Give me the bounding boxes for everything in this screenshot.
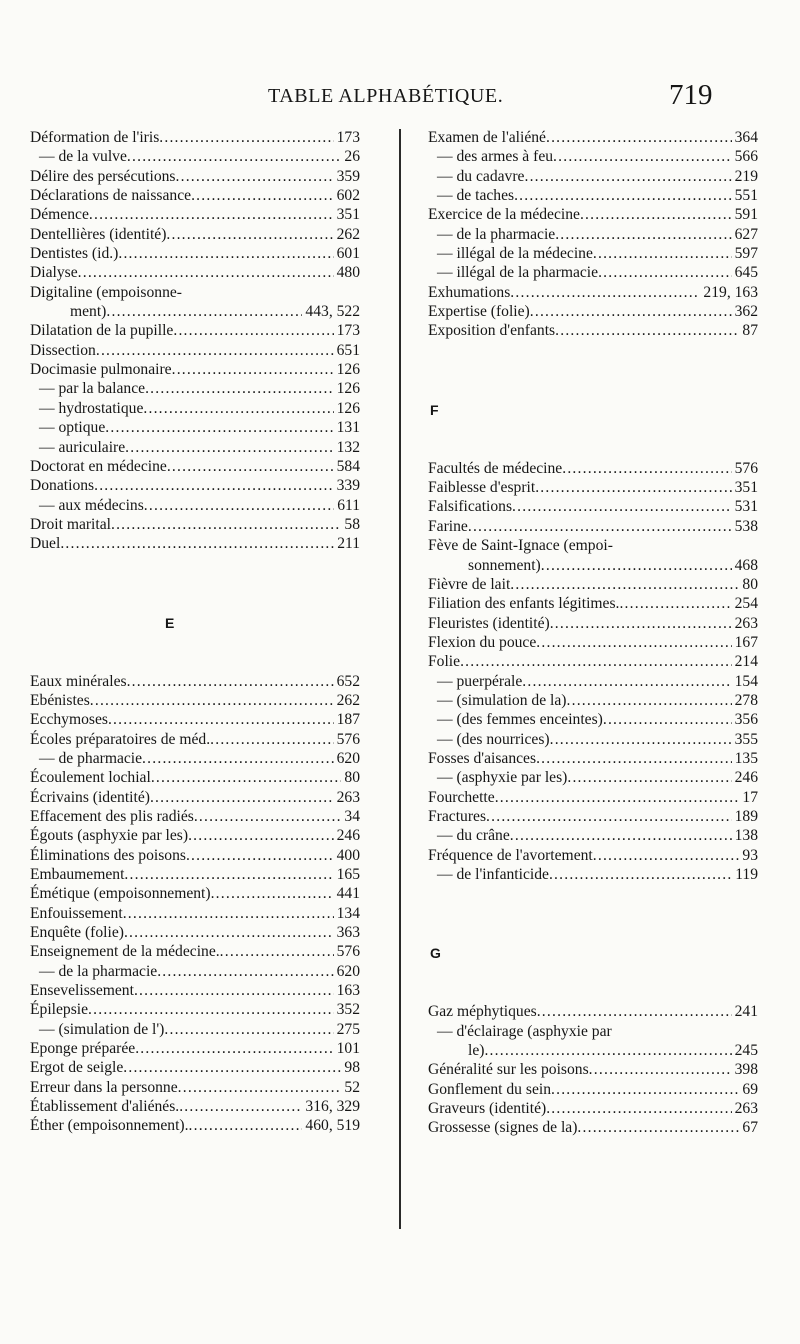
index-entry	[30, 749, 360, 768]
index-entry	[428, 672, 758, 691]
entry-term: Doctorat en médecine .....	[30, 457, 360, 476]
index-entry	[428, 614, 758, 633]
entry-page-ref: 26	[341, 147, 360, 166]
entry-page-ref: 126	[334, 360, 360, 379]
index-entry	[30, 283, 360, 302]
index-entry	[30, 302, 360, 321]
entry-term: — du crâne .....	[428, 826, 758, 845]
entry-page-ref: 163	[334, 981, 360, 1000]
entry-page-ref: 620	[334, 749, 360, 768]
entry-page-ref: 468	[732, 556, 758, 575]
index-entry	[30, 225, 360, 244]
entry-term: Déclarations de naissance .....	[30, 186, 360, 205]
entry-page-ref: 584	[334, 457, 360, 476]
index-entry	[428, 1080, 758, 1099]
entry-page-ref: 262	[334, 691, 360, 710]
entry-term: Fosses d'aisances .....	[428, 749, 758, 768]
entry-page-ref: 611	[334, 496, 360, 515]
entry-term: Éliminations des poisons .....	[30, 846, 360, 865]
entry-term: Eponge préparée .....	[30, 1039, 360, 1058]
index-entry	[30, 515, 360, 534]
entry-page-ref: 645	[732, 263, 758, 282]
entry-page-ref: 591	[732, 205, 758, 224]
index-entry	[30, 244, 360, 263]
entry-term: Démence .....	[30, 205, 360, 224]
entry-page-ref: 566	[732, 147, 758, 166]
index-entry	[428, 283, 758, 302]
entry-page-ref: 119	[732, 865, 758, 884]
index-entry	[30, 128, 360, 147]
index-entry	[428, 1060, 758, 1079]
index-entry	[428, 788, 758, 807]
entry-term: Donations .....	[30, 476, 360, 495]
index-entry	[428, 730, 758, 749]
entry-page-ref: 356	[732, 710, 758, 729]
entry-page-ref: 355	[732, 730, 758, 749]
index-entry	[30, 962, 360, 981]
index-entry	[428, 846, 758, 865]
entry-page-ref: 211	[334, 534, 360, 553]
index-entry	[428, 633, 758, 652]
index-entry	[30, 1078, 360, 1097]
entry-term: — de l'infanticide .....	[428, 865, 758, 884]
entry-page-ref: 98	[341, 1058, 360, 1077]
entry-term: — du cadavre .....	[428, 167, 758, 186]
index-entry	[428, 1118, 758, 1137]
index-entry	[428, 575, 758, 594]
entry-term: — puerpérale .....	[428, 672, 758, 691]
index-entry	[30, 147, 360, 166]
index-entry	[428, 205, 758, 224]
entry-page-ref: 101	[334, 1039, 360, 1058]
index-entry	[428, 263, 758, 282]
entry-page-ref: 93	[739, 846, 758, 865]
entry-page-ref: 69	[739, 1080, 758, 1099]
entry-page-ref: 173	[334, 128, 360, 147]
entry-page-ref: 58	[341, 515, 360, 534]
entry-term: Émétique (empoisonnement) .....	[30, 884, 360, 903]
entry-term: Expertise (folie) .....	[428, 302, 758, 321]
entry-page-ref: 275	[334, 1020, 360, 1039]
entry-page-ref: 80	[341, 768, 360, 787]
index-entry	[428, 536, 758, 555]
entry-term: Délire des persécutions .....	[30, 167, 360, 186]
entry-term: Éther (empoisonnement). .....	[30, 1116, 360, 1135]
section-letter: G	[430, 945, 441, 962]
index-entry	[428, 225, 758, 244]
index-entry	[428, 691, 758, 710]
index-entry	[30, 205, 360, 224]
entry-term: Ergot de seigle .....	[30, 1058, 360, 1077]
index-entry	[30, 807, 360, 826]
index-entry	[428, 768, 758, 787]
entry-term: Grossesse (signes de la) .....	[428, 1118, 758, 1137]
entry-page-ref: 241	[732, 1002, 758, 1021]
entry-page-ref: 363	[334, 923, 360, 942]
entry-term: sonnement) .....	[428, 556, 758, 575]
entry-term: Effacement des plis radiés .....	[30, 807, 360, 826]
entry-term: Folie .....	[428, 652, 751, 671]
index-entry	[30, 496, 360, 515]
entry-term: Embaumement .....	[30, 865, 360, 884]
entry-page-ref: 398	[732, 1060, 758, 1079]
entry-page-ref: 339	[334, 476, 360, 495]
entry-term: — hydrostatique .....	[30, 399, 360, 418]
section-letter: E	[165, 614, 175, 631]
entry-term: Gonflement du sein .....	[428, 1080, 758, 1099]
index-column-right	[428, 128, 758, 1138]
index-entry	[30, 379, 360, 398]
index-entry	[428, 865, 758, 884]
entry-page-ref: 187	[334, 710, 360, 729]
entry-page-ref: 362	[732, 302, 758, 321]
index-entry	[30, 884, 360, 903]
index-entry	[30, 418, 360, 437]
index-entry	[30, 1116, 360, 1135]
index-entry	[30, 691, 360, 710]
entry-page-ref: 316, 329	[302, 1097, 360, 1116]
index-entry	[30, 1039, 360, 1058]
entry-page-ref: 263	[732, 614, 758, 633]
entry-term: Exposition d'enfants .....	[428, 321, 758, 340]
entry-term: Falsifications .....	[428, 497, 758, 516]
entry-page-ref: 138	[732, 826, 758, 845]
entry-page-ref: 87	[739, 321, 758, 340]
entry-page-ref: 167	[732, 633, 758, 652]
entry-term: Fourchette .....	[428, 788, 758, 807]
index-entry	[428, 826, 758, 845]
entry-page-ref: 359	[334, 167, 360, 186]
entry-term: Fève de Saint-Ignace (empoi-	[428, 537, 613, 555]
index-entry	[428, 594, 758, 613]
entry-term: Fleuristes (identité) .....	[428, 614, 758, 633]
index-entry	[428, 186, 758, 205]
index-entry	[30, 710, 360, 729]
entry-term: — de la pharmacie .....	[30, 962, 360, 981]
entry-page-ref: 52	[341, 1078, 360, 1097]
index-entry	[30, 1020, 360, 1039]
index-column-left	[30, 128, 360, 1136]
entry-page-ref: 263	[732, 1099, 758, 1118]
entry-term: Dialyse .....	[30, 263, 360, 282]
entry-page-ref: 246	[334, 826, 360, 845]
entry-term: — illégal de la médecine .....	[428, 244, 758, 263]
entry-term: Ensevelissement .....	[30, 981, 360, 1000]
entry-page-ref: 135	[732, 749, 758, 768]
entry-page-ref: 601	[334, 244, 360, 263]
index-entry	[30, 399, 360, 418]
entry-term: Ebénistes .....	[30, 691, 360, 710]
index-entry	[30, 534, 360, 553]
index-entry	[428, 167, 758, 186]
entry-term: Dentistes (id.) .....	[30, 244, 360, 263]
index-entry	[30, 476, 360, 495]
entry-page-ref: 219, 163	[700, 283, 758, 302]
entry-term: — optique .....	[30, 418, 360, 437]
entry-page-ref: 538	[732, 517, 758, 536]
index-entry	[428, 244, 758, 263]
index-entry	[30, 768, 360, 787]
index-entry	[428, 478, 758, 497]
entry-page-ref: 34	[341, 807, 360, 826]
entry-term: Épilepsie .....	[30, 1000, 360, 1019]
entry-term: Exhumations .....	[428, 283, 758, 302]
entry-term: — auriculaire .....	[30, 438, 360, 457]
index-entry	[30, 904, 360, 923]
entry-term: — de pharmacie .....	[30, 749, 360, 768]
entry-term: — illégal de la pharmacie .....	[428, 263, 758, 282]
entry-term: Ecchymoses .....	[30, 710, 360, 729]
index-entry	[428, 1041, 758, 1060]
index-entry	[30, 167, 360, 186]
entry-page-ref: 620	[334, 962, 360, 981]
index-entry	[428, 1002, 758, 1021]
entry-page-ref: 597	[732, 244, 758, 263]
entry-page-ref: 263	[334, 788, 360, 807]
entry-page-ref: 278	[732, 691, 758, 710]
section-letter: F	[430, 401, 439, 418]
entry-term: Fièvre de lait .....	[428, 575, 758, 594]
entry-term: Écrivains (identité) .....	[30, 788, 360, 807]
entry-page-ref: 173	[334, 321, 360, 340]
entry-page-ref: 17	[739, 788, 758, 807]
column-divider	[399, 129, 401, 1229]
index-entry	[428, 1099, 758, 1118]
entry-term: Droit marital .....	[30, 515, 360, 534]
page-title: TABLE ALPHABÉTIQUE.	[268, 85, 504, 107]
entry-page-ref: 551	[732, 186, 758, 205]
page-number: 719	[669, 79, 713, 111]
index-entry	[30, 730, 360, 749]
index-entry	[30, 923, 360, 942]
entry-term: Faiblesse d'esprit .....	[428, 478, 758, 497]
entry-page-ref: 165	[334, 865, 360, 884]
index-entry	[30, 788, 360, 807]
index-entry	[30, 1058, 360, 1077]
index-entry	[30, 457, 360, 476]
entry-page-ref: 443, 522	[302, 302, 360, 321]
entry-page-ref: 134	[334, 904, 360, 923]
index-entry	[428, 497, 758, 516]
entry-page-ref: 351	[334, 205, 360, 224]
entry-term: — par la balance .....	[30, 379, 360, 398]
entry-term: — des armes à feu .....	[428, 147, 758, 166]
index-entry	[428, 459, 758, 478]
index-entry	[30, 263, 360, 282]
entry-page-ref: 245	[732, 1041, 758, 1060]
entry-term: Digitaline (empoisonne-	[30, 283, 183, 301]
entry-term: Duel .....	[30, 534, 351, 553]
entry-term: Filiation des enfants légitimes. .....	[428, 594, 758, 613]
entry-page-ref: 351	[732, 478, 758, 497]
entry-term: Établissement d'aliénés. .....	[30, 1097, 360, 1116]
index-entry	[428, 128, 758, 147]
entry-page-ref: 126	[334, 399, 360, 418]
entry-page-ref: 364	[732, 128, 758, 147]
entry-page-ref: 627	[732, 225, 758, 244]
entry-term: — de taches .....	[428, 186, 758, 205]
entry-term: Gaz méphytiques .....	[428, 1002, 758, 1021]
index-entry	[428, 749, 758, 768]
entry-term: Fractures .....	[428, 807, 758, 826]
entry-page-ref: 132	[334, 438, 360, 457]
entry-page-ref: 131	[334, 418, 360, 437]
entry-page-ref: 126	[334, 379, 360, 398]
entry-term: — (simulation de l') .....	[30, 1020, 360, 1039]
entry-page-ref: 576	[732, 459, 758, 478]
entry-term: — d'éclairage (asphyxie par	[437, 1022, 612, 1040]
index-entry	[428, 147, 758, 166]
index-entry	[30, 321, 360, 340]
entry-term: — (simulation de la) .....	[428, 691, 758, 710]
entry-page-ref: 80	[739, 575, 758, 594]
entry-page-ref: 652	[334, 672, 360, 691]
entry-page-ref: 576	[334, 730, 360, 749]
entry-page-ref: 262	[334, 225, 360, 244]
index-entry	[30, 1097, 360, 1116]
entry-term: Exercice de la médecine .....	[428, 205, 758, 224]
entry-term: — (asphyxie par les) .....	[428, 768, 758, 787]
entry-term: — de la vulve .....	[30, 147, 360, 166]
index-entry	[30, 942, 360, 961]
index-entry	[428, 302, 758, 321]
entry-term: Enquête (folie) .....	[30, 923, 360, 942]
entry-page-ref: 441	[334, 884, 360, 903]
entry-term: Farine .....	[428, 517, 758, 536]
index-entry	[428, 807, 758, 826]
index-entry	[30, 826, 360, 845]
entry-page-ref: 154	[732, 672, 758, 691]
entry-page-ref: 189	[732, 807, 758, 826]
entry-term: — (des femmes enceintes) .....	[428, 710, 758, 729]
index-entry	[30, 672, 360, 691]
index-entry	[30, 341, 360, 360]
index-entry	[30, 981, 360, 1000]
index-entry	[428, 652, 758, 671]
entry-page-ref: 531	[732, 497, 758, 516]
entry-term: Écoles préparatoires de méd. .....	[30, 730, 360, 749]
entry-term: Égouts (asphyxie par les) .....	[30, 826, 360, 845]
entry-term: — (des nourrices) .....	[428, 730, 758, 749]
index-entry	[30, 846, 360, 865]
index-entry	[428, 710, 758, 729]
index-entry	[428, 517, 758, 536]
entry-page-ref: 480	[334, 263, 360, 282]
entry-page-ref: 651	[334, 341, 360, 360]
entry-term: Enfouissement .....	[30, 904, 360, 923]
entry-term: Facultés de médecine .....	[428, 459, 758, 478]
entry-term: Graveurs (identité) .....	[428, 1099, 758, 1118]
entry-term: Enseignement de la médecine. .....	[30, 942, 360, 961]
entry-page-ref: 254	[732, 594, 758, 613]
entry-page-ref: 219	[732, 167, 758, 186]
entry-page-ref: 460, 519	[302, 1116, 360, 1135]
entry-term: Écoulement lochial .....	[30, 768, 360, 787]
entry-page-ref: 400	[334, 846, 360, 865]
entry-term: Dissection .....	[30, 341, 360, 360]
entry-page-ref: 246	[732, 768, 758, 787]
entry-term: Déformation de l'iris .....	[30, 128, 360, 147]
index-entry	[30, 1000, 360, 1019]
index-entry	[30, 186, 360, 205]
entry-term: Flexion du pouce .....	[428, 633, 758, 652]
entry-term: Dilatation de la pupille .....	[30, 321, 360, 340]
entry-page-ref: 576	[334, 942, 360, 961]
entry-term: — aux médecins .....	[30, 496, 360, 515]
entry-term: ment) .....	[30, 302, 360, 321]
index-entry	[428, 321, 758, 340]
entry-term: Eaux minérales .....	[30, 672, 360, 691]
index-entry	[30, 360, 360, 379]
entry-term: Examen de l'aliéné .....	[428, 128, 758, 147]
entry-term: Dentellières (identité) .....	[30, 225, 360, 244]
index-entry	[30, 865, 360, 884]
index-entry	[30, 438, 360, 457]
page-header	[0, 79, 800, 119]
entry-term: — de la pharmacie .....	[428, 225, 758, 244]
index-entry	[428, 556, 758, 575]
entry-term: Fréquence de l'avortement .....	[428, 846, 758, 865]
entry-page-ref: 352	[334, 1000, 360, 1019]
entry-page-ref: 214	[732, 652, 758, 671]
entry-page-ref: 602	[334, 186, 360, 205]
entry-term: Docimasie pulmonaire .....	[30, 360, 360, 379]
index-entry	[428, 1022, 758, 1041]
entry-term: le) .....	[428, 1041, 758, 1060]
entry-term: Généralité sur les poisons .....	[428, 1060, 758, 1079]
entry-page-ref: 67	[739, 1118, 758, 1137]
entry-term: Erreur dans la personne .....	[30, 1078, 360, 1097]
